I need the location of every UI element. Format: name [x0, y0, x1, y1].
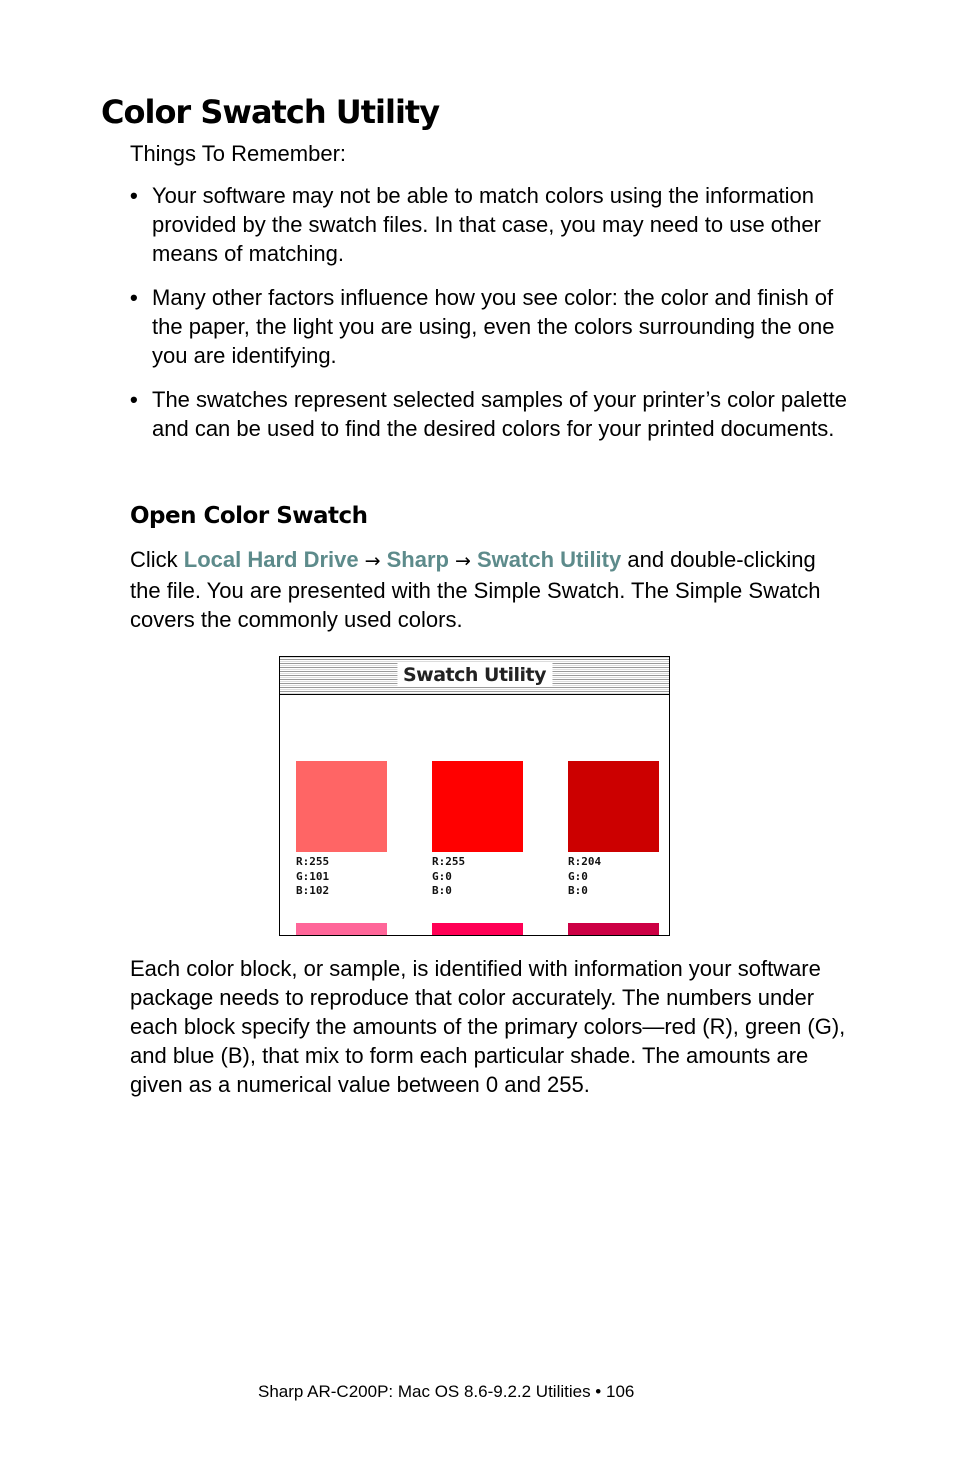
body-paragraph: Each color block, or sample, is identified with information your software package needs to reproduce that color accurately. The numbers under each block specify the amounts of the primary colors—red (R), green (G), and blue (B), that mix to form each particular shade. The amounts are given as a numerical value between 0 and 255.: [130, 956, 846, 1097]
window-titlebar[interactable]: [280, 657, 669, 695]
color-swatch[interactable]: [296, 761, 387, 852]
blue-value: B:0: [432, 884, 452, 897]
link-sharp[interactable]: Sharp: [386, 547, 449, 572]
page-title: Color Swatch Utility: [101, 93, 440, 131]
swatch-utility-window: [279, 656, 670, 936]
bullet-icon: •: [130, 285, 138, 310]
green-value: G:0: [568, 869, 588, 883]
reminder-list: [130, 181, 860, 458]
arrow-icon: →: [358, 550, 387, 572]
blue-value: B:102: [296, 884, 330, 897]
swatch-values: [432, 855, 465, 899]
swatch-values: [568, 855, 601, 899]
swatch-values: [296, 855, 329, 899]
blue-value: B:0: [568, 884, 588, 897]
bullet-icon: •: [130, 387, 138, 412]
page-footer: Sharp AR-C200P: Mac OS 8.6-9.2.2 Utilities • 106: [258, 1382, 635, 1401]
partial-swatch[interactable]: [568, 923, 659, 936]
instructions-paragraph: [130, 545, 850, 634]
click-suffix: and double-clicking the file. You are presented with the Simple Swatch. The Simple Swatch covers the commonly used colors.: [130, 547, 821, 632]
section-title: Open Color Swatch: [130, 503, 368, 529]
list-item: [130, 283, 860, 370]
green-value: G:101: [296, 869, 330, 883]
list-item: [130, 385, 860, 443]
link-local-hard-drive[interactable]: Local Hard Drive: [183, 547, 359, 572]
bullet-text: Your software may not be able to match colors using the information provided by the swatch files. In that case, you may need to use other means of matching.: [152, 183, 821, 266]
color-swatch[interactable]: [432, 761, 523, 852]
partial-swatch[interactable]: [432, 923, 523, 936]
list-item: [130, 181, 860, 268]
bullet-text: The swatches represent selected samples of your printer’s color palette and can be used to find the desired colors for your printed documents.: [152, 387, 847, 441]
arrow-icon: →: [448, 550, 477, 572]
intro-text: Things To Remember:: [130, 141, 347, 166]
bullet-text: Many other factors influence how you see color: the color and finish of the paper, the light you are using, even the colors surrounding the one you are identifying.: [152, 285, 835, 368]
color-swatch[interactable]: [568, 761, 659, 852]
green-value: G:0: [432, 869, 452, 883]
red-value: R:255: [296, 855, 330, 868]
bullet-icon: •: [130, 183, 138, 208]
partial-swatch[interactable]: [296, 923, 387, 936]
link-swatch-utility[interactable]: Swatch Utility: [476, 547, 622, 572]
window-title: Swatch Utility: [397, 663, 552, 687]
red-value: R:255: [432, 855, 466, 868]
click-prefix: Click: [130, 547, 184, 572]
red-value: R:204: [568, 855, 602, 868]
